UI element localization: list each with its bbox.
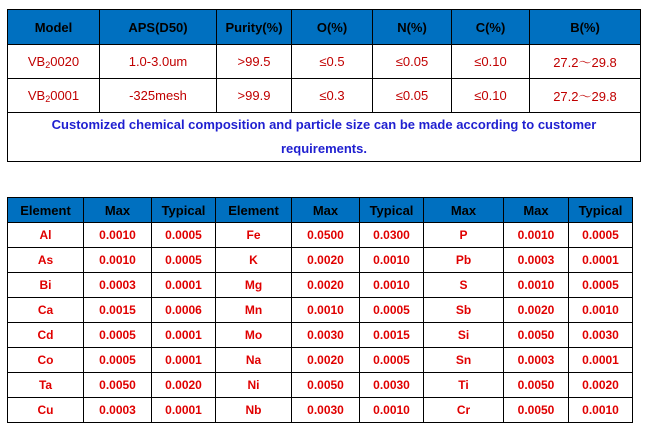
spec-cell: 1.0-3.0um (100, 45, 217, 79)
spec-model-cell (8, 79, 100, 113)
impurity-element-cell: Si (424, 323, 504, 348)
impurity-row (8, 398, 633, 423)
impurity-max-cell: 0.0003 (84, 398, 152, 423)
impurity-header-element: Element (8, 198, 84, 223)
impurity-max-cell: 0.0020 (292, 273, 360, 298)
impurity-typical-cell: 0.0300 (360, 223, 424, 248)
spec-model-cell (8, 45, 100, 79)
impurity-element-cell: Cr (424, 398, 504, 423)
impurity-element-cell: Ti (424, 373, 504, 398)
impurity-element-cell: Cu (8, 398, 84, 423)
spec-row (8, 45, 641, 79)
impurity-typical-cell: 0.0010 (360, 398, 424, 423)
impurity-typical-cell: 0.0005 (360, 348, 424, 373)
impurity-element-cell: Mn (216, 298, 292, 323)
impurity-max-cell: 0.0050 (504, 398, 569, 423)
impurity-element-cell: Pb (424, 248, 504, 273)
customization-note: Customized chemical composition and particle size can be made according to customer requirements. (8, 113, 641, 162)
model-subscript: 2 (45, 59, 51, 70)
impurity-max-cell: 0.0010 (504, 223, 569, 248)
model-subscript: 2 (45, 93, 51, 104)
impurity-max-cell: 0.0030 (292, 398, 360, 423)
impurity-header-element: Max (424, 198, 504, 223)
impurity-element-cell: As (8, 248, 84, 273)
impurity-typical-cell: 0.0005 (569, 223, 633, 248)
impurity-max-cell: 0.0003 (504, 248, 569, 273)
product-spec-table (7, 9, 641, 162)
spec-note-row (8, 113, 641, 162)
impurity-max-cell: 0.0020 (292, 248, 360, 273)
impurity-row (8, 348, 633, 373)
impurity-max-cell: 0.0010 (84, 223, 152, 248)
impurity-element-cell: Nb (216, 398, 292, 423)
impurity-header-typical: Typical (569, 198, 633, 223)
impurity-row (8, 273, 633, 298)
spec-header-purity: Purity(%) (217, 10, 292, 45)
spec-header-boron: B(%) (530, 10, 641, 45)
impurity-typical-cell: 0.0030 (360, 373, 424, 398)
spec-cell: ≤0.3 (292, 79, 373, 113)
impurity-typical-cell: 0.0005 (152, 223, 216, 248)
spec-header-model: Model (8, 10, 100, 45)
impurity-header-row (8, 198, 633, 223)
impurity-max-cell: 0.0010 (504, 273, 569, 298)
impurity-header-typical: Typical (152, 198, 216, 223)
impurity-element-cell: Sb (424, 298, 504, 323)
impurity-max-cell: 0.0003 (84, 273, 152, 298)
impurity-max-cell: 0.0050 (504, 323, 569, 348)
spec-cell: >99.5 (217, 45, 292, 79)
model-prefix: VB (27, 87, 46, 103)
impurity-typical-cell: 0.0010 (360, 273, 424, 298)
impurity-max-cell: 0.0500 (292, 223, 360, 248)
impurity-max-cell: 0.0010 (84, 248, 152, 273)
impurity-element-cell: Co (8, 348, 84, 373)
spec-cell: ≤0.05 (373, 79, 452, 113)
spec-header-carbon: C(%) (452, 10, 530, 45)
impurity-max-cell: 0.0015 (84, 298, 152, 323)
impurity-max-cell: 0.0020 (292, 348, 360, 373)
impurity-typical-cell: 0.0001 (152, 398, 216, 423)
spec-cell: ≤0.10 (452, 45, 530, 79)
impurity-element-cell: Bi (8, 273, 84, 298)
spec-cell: ≤0.5 (292, 45, 373, 79)
impurity-typical-cell: 0.0005 (152, 248, 216, 273)
impurity-typical-cell: 0.0001 (569, 248, 633, 273)
spec-header-aps: APS(D50) (100, 10, 217, 45)
impurity-max-cell: 0.0030 (292, 323, 360, 348)
spec-cell: 27.2〜29.8 (530, 45, 641, 79)
impurity-row (8, 248, 633, 273)
spec-cell: 27.2〜29.8 (530, 79, 641, 113)
spec-cell: ≤0.10 (452, 79, 530, 113)
impurity-element-cell: Ni (216, 373, 292, 398)
impurity-header-max: Max (504, 198, 569, 223)
impurity-max-cell: 0.0003 (504, 348, 569, 373)
impurity-element-cell: Cd (8, 323, 84, 348)
spec-cell: -325mesh (100, 79, 217, 113)
spec-cell: ≤0.05 (373, 45, 452, 79)
spec-row (8, 79, 641, 113)
impurity-typical-cell: 0.0020 (152, 373, 216, 398)
impurity-row (8, 298, 633, 323)
impurity-element-cell: K (216, 248, 292, 273)
spec-header-nitrogen: N(%) (373, 10, 452, 45)
impurity-element-cell: Na (216, 348, 292, 373)
spec-cell: >99.9 (217, 79, 292, 113)
impurity-row (8, 323, 633, 348)
impurity-typical-cell: 0.0030 (569, 323, 633, 348)
impurity-element-cell: Fe (216, 223, 292, 248)
impurity-element-cell: Ta (8, 373, 84, 398)
impurity-max-cell: 0.0050 (504, 373, 569, 398)
impurity-row (8, 223, 633, 248)
impurity-header-max: Max (292, 198, 360, 223)
impurity-typical-cell: 0.0001 (152, 273, 216, 298)
model-prefix: VB (27, 53, 46, 69)
impurity-typical-cell: 0.0005 (569, 273, 633, 298)
impurity-typical-cell: 0.0006 (152, 298, 216, 323)
impurity-typical-cell: 0.0001 (152, 323, 216, 348)
spec-header-oxygen: O(%) (292, 10, 373, 45)
impurity-typical-cell: 0.0001 (569, 348, 633, 373)
model-suffix: 0001 (50, 87, 80, 103)
impurity-typical-cell: 0.0005 (360, 298, 424, 323)
impurity-typical-cell: 0.0010 (360, 248, 424, 273)
impurity-table-body (8, 223, 633, 423)
model-suffix: 0020 (50, 53, 80, 69)
impurity-element-cell: S (424, 273, 504, 298)
impurity-typical-cell: 0.0010 (569, 398, 633, 423)
spec-header-row (8, 10, 641, 45)
impurity-element-cell: Sn (424, 348, 504, 373)
impurity-max-cell: 0.0005 (84, 348, 152, 373)
impurity-header-typical: Typical (360, 198, 424, 223)
impurity-element-cell: Ca (8, 298, 84, 323)
impurity-element-cell: Mo (216, 323, 292, 348)
impurity-max-cell: 0.0010 (292, 298, 360, 323)
impurity-header-max: Max (84, 198, 152, 223)
impurity-typical-cell: 0.0015 (360, 323, 424, 348)
impurity-element-cell: Mg (216, 273, 292, 298)
impurity-max-cell: 0.0005 (84, 323, 152, 348)
impurity-typical-cell: 0.0020 (569, 373, 633, 398)
impurity-max-cell: 0.0050 (84, 373, 152, 398)
impurity-typical-cell: 0.0010 (569, 298, 633, 323)
impurity-max-cell: 0.0050 (292, 373, 360, 398)
impurity-header-element: Element (216, 198, 292, 223)
impurity-element-cell: Al (8, 223, 84, 248)
impurity-typical-cell: 0.0001 (152, 348, 216, 373)
impurity-max-cell: 0.0020 (504, 298, 569, 323)
impurity-table (7, 197, 633, 423)
impurity-element-cell: P (424, 223, 504, 248)
impurity-row (8, 373, 633, 398)
